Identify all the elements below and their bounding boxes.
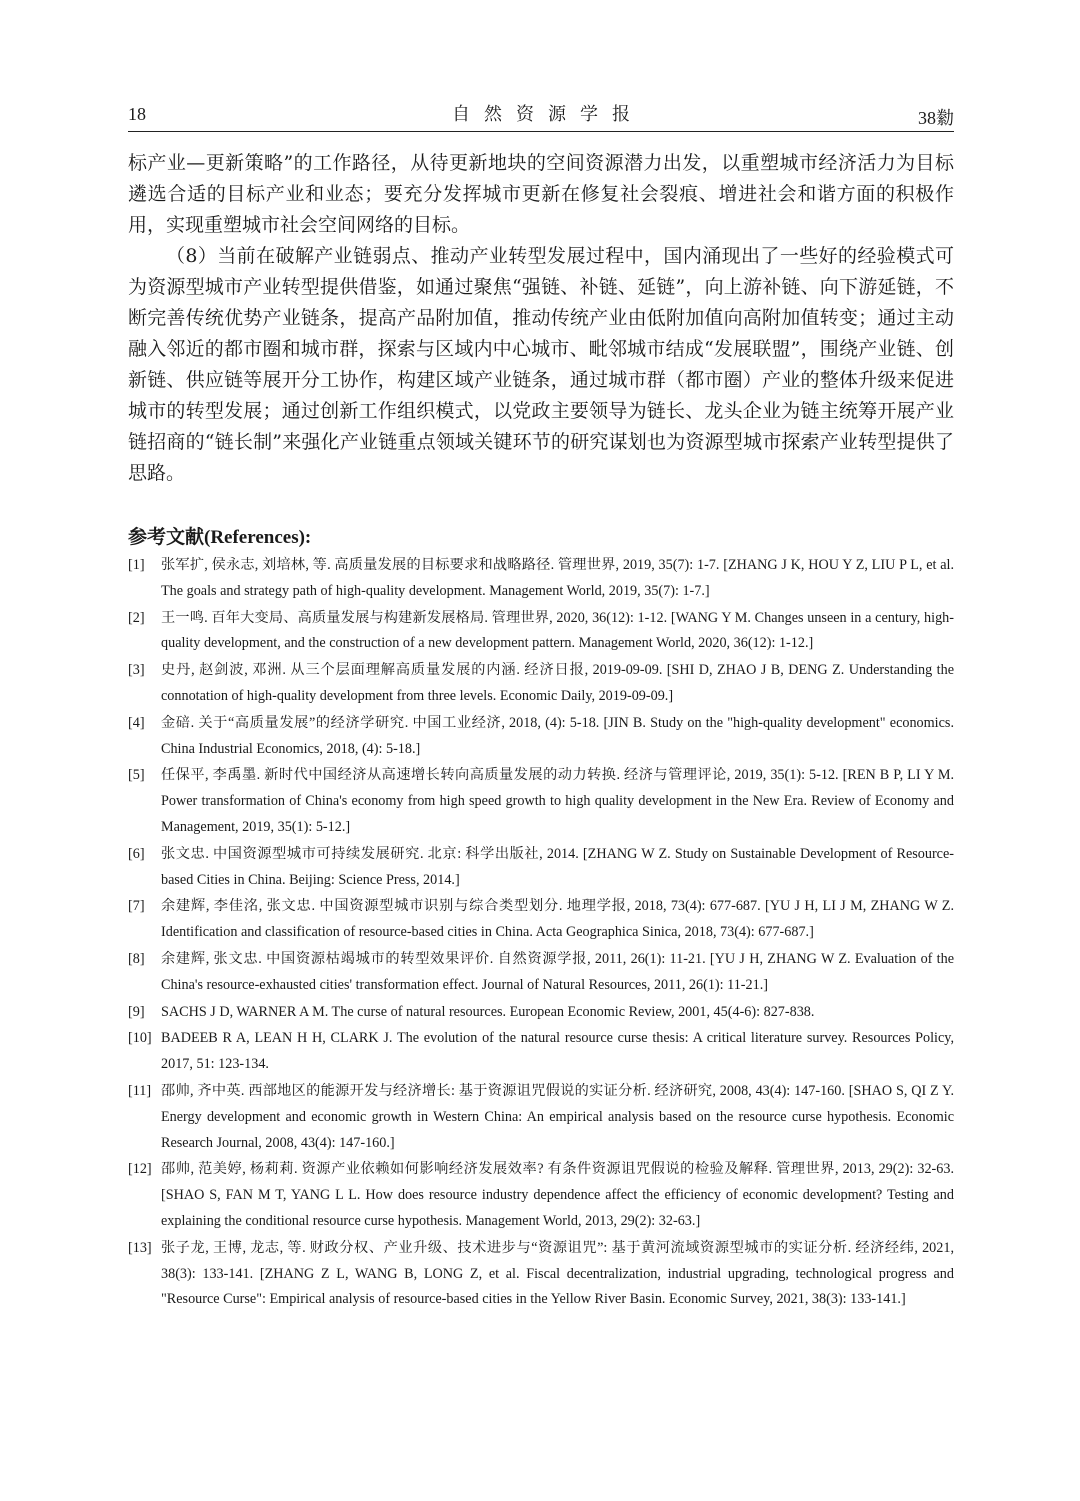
reference-text: 张军扩, 侯永志, 刘培林, 等. 高质量发展的目标要求和战略路径. 管理世界, 2019, 35(7): 1-7. [ZHANG J K, HOU Y Z, LIU P L, et al. The goals and strategy path of high-quality development. Management World, 2019, 35(7): 1-7.] bbox=[161, 557, 954, 599]
volume-label: 38勬 bbox=[918, 108, 954, 128]
reference-item bbox=[128, 606, 954, 658]
reference-item bbox=[128, 1157, 954, 1234]
reference-number: [5] bbox=[128, 767, 145, 784]
reference-text: 邵帅, 齐中英. 西部地区的能源开发与经济增长: 基于资源诅咒假说的实证分析. 经济研究, 2008, 43(4): 147-160. [SHAO S, QI Z Y. Energy development and economic growth in Western China: An empirical analysis based on the resource curse hypothesis. Economic Research Journal, 2008, 43(4): 147-160.] bbox=[161, 1082, 954, 1151]
reference-item bbox=[128, 947, 954, 999]
reference-item bbox=[128, 842, 954, 894]
paragraph-2: （8）当前在破解产业链弱点、推动产业转型发展过程中，国内涌现出了一些好的经验模式可为资源型城市产业转型提供借鉴，如通过聚焦“强链、补链、延链”，向上游补链、向下游延链，不断完善传统优势产业链条，提高产品附加值，推动传统产业由低附加值向高附加值转变；通过主动融入邻近的都市圈和城市群，探索与区域内中心城市、毗邻城市结成“发展联盟”，围绕产业链、创新链、供应链等展开分工协作，构建区域产业链条，通过城市群（都市圈）产业的整体升级来促进城市的转型发展；通过创新工作组织模式，以党政主要领导为链长、龙头企业为链主统筹开展产业链招商的“链长制”来强化产业链重点领域关键环节的研究谋划也为资源型城市探索产业转型提供了思路。 bbox=[128, 245, 954, 484]
reference-item bbox=[128, 711, 954, 763]
reference-text: 邵帅, 范美婷, 杨莉莉. 资源产业依赖如何影响经济发展效率? 有条件资源诅咒假说的检验及解释. 管理世界, 2013, 29(2): 32-63. [SHAO S, FAN M T, YANG L L. How does resource industry dependence affect the efficiency of economic development? Testing and explaining the conditional resource curse hypothesis. Management World, 2013, 29(2): 32-63.] bbox=[161, 1161, 954, 1229]
reference-item bbox=[128, 894, 954, 946]
reference-number: [9] bbox=[128, 1003, 145, 1020]
reference-item bbox=[128, 1000, 954, 1026]
reference-item bbox=[128, 763, 954, 840]
references-list bbox=[128, 553, 954, 1314]
reference-number: [12] bbox=[128, 1161, 152, 1178]
reference-text: 张文忠. 中国资源型城市可持续发展研究. 北京: 科学出版社, 2014. [ZHANG W Z. Study on Sustainable Development of Resource-based Cities in China. Beijing: Science Press, 2014.] bbox=[161, 845, 954, 888]
reference-text: BADEEB R A, LEAN H H, CLARK J. The evolution of the natural resource curse thesis: A critical literature survey. Resources Policy, 2017, 51: 123-134. bbox=[161, 1030, 954, 1073]
page-number: 18 bbox=[128, 104, 146, 124]
reference-number: [1] bbox=[128, 557, 145, 573]
header-rule bbox=[128, 131, 954, 132]
reference-number: [3] bbox=[128, 662, 145, 679]
page-header bbox=[128, 100, 954, 130]
reference-item bbox=[128, 1236, 954, 1313]
reference-text: 任保平, 李禹墨. 新时代中国经济从高速增长转向高质量发展的动力转换. 经济与管理评论, 2019, 35(1): 5-12. [REN B P, LI Y M. Power transformation of China's economy from high speed growth to high quality development in the New Era. Review of Economy and Management, 2019, 35(1): 5-12.] bbox=[161, 767, 954, 835]
journal-title: 自然资源学报 bbox=[452, 104, 644, 125]
reference-text: 余建辉, 李佳洺, 张文忠. 中国资源型城市识别与综合类型划分. 地理学报, 2018, 73(4): 677-687. [YU J H, LI J M, ZHANG W Z. Identification and classification of resource-based cities in China. Acta Geographica Sinica, 2018, 73(4): 677-687.] bbox=[161, 898, 954, 941]
reference-number: [7] bbox=[128, 898, 145, 915]
reference-item bbox=[128, 658, 954, 710]
paragraph-1: 标产业—更新策略”的工作路径，从待更新地块的空间资源潜力出发，以重塑城市经济活力为目标遴选合适的目标产业和业态；要充分发挥城市更新在修复社会裂痕、增进社会和谐方面的积极作用，实现重塑城市社会空间网络的目标。 bbox=[128, 152, 954, 236]
reference-number: [4] bbox=[128, 714, 145, 731]
reference-text: 余建辉, 张文忠. 中国资源枯竭城市的转型效果评价. 自然资源学报, 2011, 26(1): 11-21. [YU J H, ZHANG W Z. Evaluation of the China's resource-exhausted cities' transformation effect. Journal of Natural Resources, 2011, 26(1): 11-21.] bbox=[161, 950, 954, 993]
reference-number: [10] bbox=[128, 1030, 152, 1047]
references-title: 参考文献(References): bbox=[128, 527, 312, 548]
reference-number: [8] bbox=[128, 950, 145, 967]
reference-number: [2] bbox=[128, 609, 145, 626]
reference-number: [11] bbox=[128, 1082, 152, 1099]
body-text bbox=[128, 148, 954, 489]
reference-number: [6] bbox=[128, 845, 145, 862]
reference-text: 张子龙, 王博, 龙志, 等. 财政分权、产业升级、技术进步与“资源诅咒”: 基于黄河流域资源型城市的实证分析. 经济经纬, 2021, 38(3): 133-141. [ZHANG Z L, WANG B, LONG Z, et al. Fiscal decentralization, industrial upgrading, technological progress and "Resource Curse": Empirical analysis of resource-based cities in the Yellow River Basin. Economic Survey, 2021, 38(3): 133-141.] bbox=[161, 1239, 954, 1308]
reference-text: 金碚. 关于“高质量发展”的经济学研究. 中国工业经济, 2018, (4): 5-18. [JIN B. Study on the "high-quality development" economics. China Industrial Economics, 2018, (4): 5-18.] bbox=[161, 714, 954, 757]
reference-item bbox=[128, 1026, 954, 1078]
reference-text: SACHS J D, WARNER A M. The curse of natural resources. European Economic Review, 2001, 45(4-6): 827-838. bbox=[161, 1003, 815, 1020]
reference-text: 史丹, 赵剑波, 邓洲. 从三个层面理解高质量发展的内涵. 经济日报, 2019-09-09. [SHI D, ZHAO J B, DENG Z. Understanding the connotation of high-quality development from three levels. Economic Daily, 2019-09-09.] bbox=[161, 662, 954, 704]
reference-item bbox=[128, 553, 954, 605]
reference-item bbox=[128, 1079, 954, 1156]
reference-text: 王一鸣. 百年大变局、高质量发展与构建新发展格局. 管理世界, 2020, 36(12): 1-12. [WANG Y M. Changes unseen in a century, high-quality development, and the construction of a new development pattern. Management World, 2020, 36(12): 1-12.] bbox=[161, 609, 954, 652]
reference-number: [13] bbox=[128, 1239, 152, 1256]
